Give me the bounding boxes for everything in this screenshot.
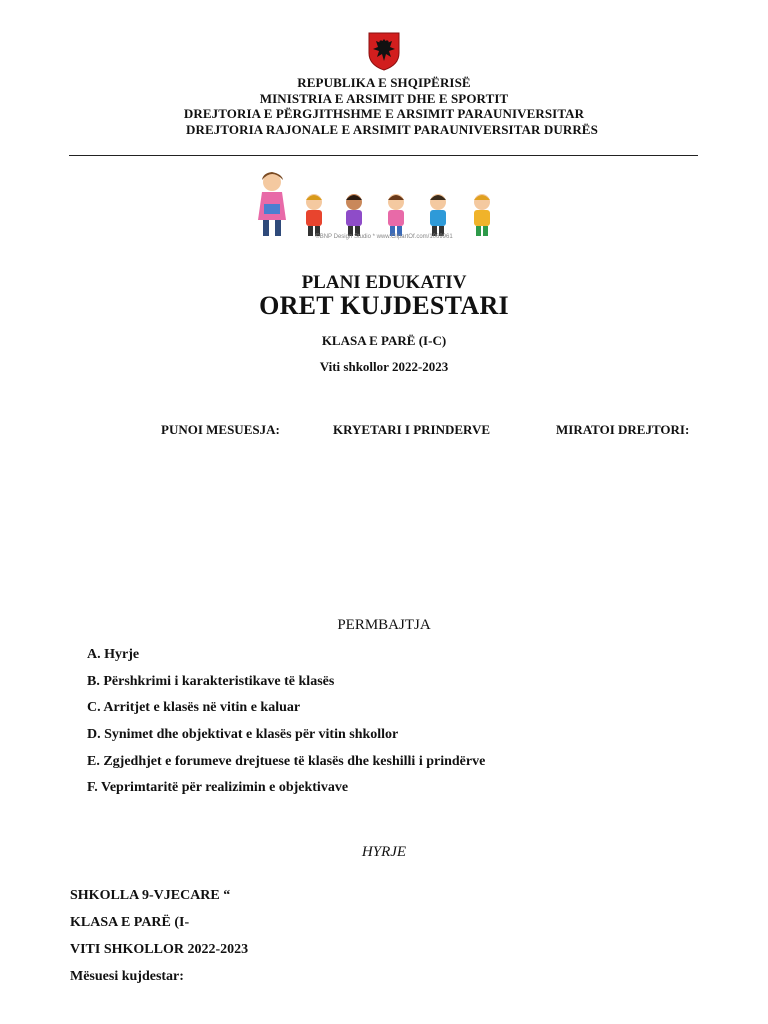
toc-item: F. Veprimtaritë për realizimin e objektivave bbox=[87, 780, 349, 795]
plan-title: PLANI EDUKATIV bbox=[301, 272, 467, 293]
intro-year: VITI SHKOLLOR 2022-2023 bbox=[70, 942, 249, 957]
albanian-emblem-icon bbox=[367, 31, 401, 71]
main-title: ORET KUJDESTARI bbox=[259, 291, 509, 320]
toc-heading: PERMBAJTJA bbox=[337, 617, 431, 633]
teacher-children-illustration bbox=[248, 168, 520, 244]
school-year: Viti shkollor 2022-2023 bbox=[319, 359, 449, 374]
illustration-caption: ©BNP Design Studio * www.ClipartOf.com/1069961 bbox=[315, 234, 453, 240]
toc-item: B. Përshkrimi i karakteristikave të klasës bbox=[87, 674, 335, 689]
intro-school: SHKOLLA 9-VJECARE “ bbox=[70, 888, 231, 903]
intro-class: KLASA E PARË (I- bbox=[70, 915, 190, 930]
signature-parents: KRYETARI I PRINDERVE bbox=[333, 422, 491, 437]
toc-item: D. Synimet dhe objektivat e klasës për vitin shkollor bbox=[87, 727, 399, 742]
header-divider bbox=[69, 155, 698, 156]
toc-item: A. Hyrje bbox=[87, 647, 140, 662]
intro-heading: HYRJE bbox=[361, 844, 407, 860]
toc-item: C. Arritjet e klasës në vitin e kaluar bbox=[87, 700, 301, 715]
header-ministry: MINISTRIA E ARSIMIT DHE E SPORTIT bbox=[259, 91, 509, 106]
signature-director: MIRATOI DREJTORI: bbox=[556, 422, 690, 437]
header-general-directorate: DREJTORIA E PËRGJITHSHME E ARSIMIT PARAUNIVERSITAR bbox=[183, 106, 585, 121]
header-regional-directorate: DREJTORIA RAJONALE E ARSIMIT PARAUNIVERSITAR DURRËS bbox=[186, 122, 598, 137]
header-republic: REPUBLIKA E SHQIPËRISË bbox=[297, 75, 471, 90]
class-label: KLASA E PARË (I-C) bbox=[321, 333, 447, 348]
signature-teacher: PUNOI MESUESJA: bbox=[161, 422, 280, 437]
intro-teacher: Mësuesi kujdestar: bbox=[70, 969, 184, 984]
toc-item: E. Zgjedhjet e forumeve drejtuese të klasës dhe keshilli i prindërve bbox=[87, 754, 486, 769]
